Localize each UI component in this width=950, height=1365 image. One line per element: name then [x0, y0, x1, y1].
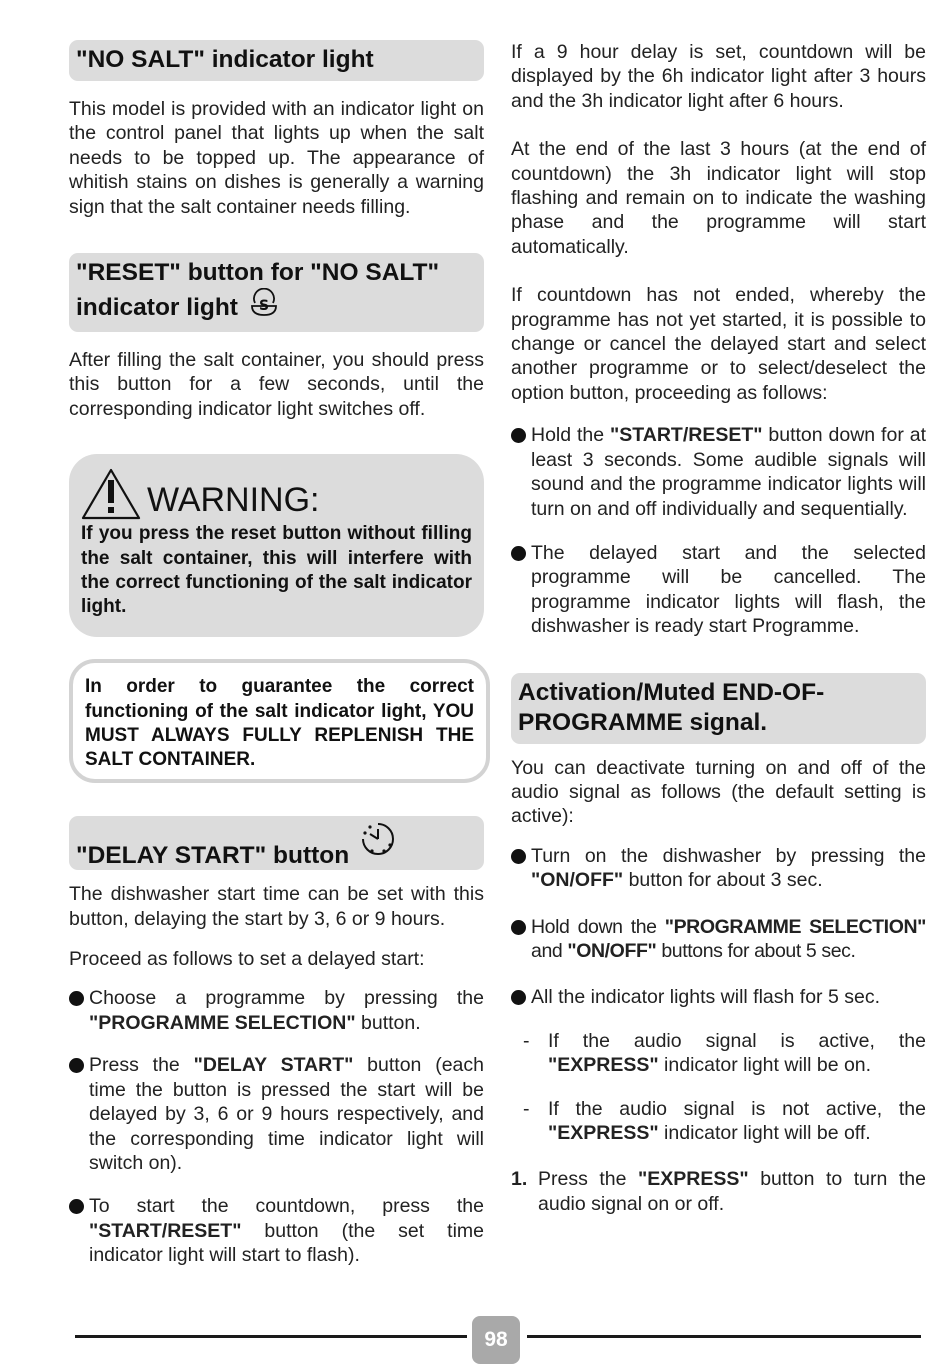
warning-box: [69, 454, 484, 637]
list-item: - If the audio signal is active, the "EXPRESS" indicator light will be on.: [523, 1029, 926, 1077]
list-item: All the indicator lights will flash for 5 sec.: [511, 985, 926, 1009]
list-item: Turn on the dishwasher by pressing the "ON/OFF" button for about 3 sec.: [511, 844, 926, 893]
bullet-dot: [511, 849, 526, 864]
delay-end-text: At the end of the last 3 hours (at the end of countdown) the 3h indicator light will stop flashing and remain on to indicate the washing phase and the programme will start automatically.: [511, 138, 926, 258]
delay-clock-icon: [360, 821, 396, 865]
left-column: [69, 40, 484, 1268]
list-item: Choose a programme by pressing the "PROGRAMME SELECTION" button.: [69, 986, 484, 1035]
no-salt-heading: "NO SALT" indicator light: [69, 40, 484, 81]
bullet-dot: [69, 1199, 84, 1214]
end-signal-heading: Activation/Muted END-OF-PROGRAMME signal.: [511, 673, 926, 744]
reset-text: After filling the salt container, you should press this button for a few seconds, until the corresponding indicator light switches off.: [69, 349, 484, 420]
notice-text-2: YOU MUST ALWAYS FULLY REPLENISH THE SALT CONTAINER.: [85, 700, 475, 771]
delay-change-text: If countdown has not ended, whereby the programme has not yet started, it is possible to change or cancel the delayed start and select another programme or to select/deselect the option button, proceeding as follows:: [511, 284, 926, 404]
no-salt-text: This model is provided with an indicator light on the control panel that lights up when the salt needs to be topped up. The appearance of whitish stains on dishes is generally a warning sign that the salt container needs filling.: [69, 98, 484, 218]
notice-text-1: In order to guarantee the correct functioning of the salt indicator light,: [85, 676, 474, 722]
warning-text: If you press the reset button without filling the salt container, this will interfere with the correct functioning of the salt indicator light.: [81, 523, 472, 618]
delay-countdown-text: If a 9 hour delay is set, countdown will be displayed by the 6h indicator light after 3 hours and the 3h indicator light after 6 hours.: [511, 41, 926, 112]
footer-rule-right: [527, 1335, 921, 1338]
delay-start-proceed: Proceed as follows to set a delayed start:: [69, 948, 425, 971]
salt-reset-icon: [249, 288, 279, 326]
bullet-dot: [511, 990, 526, 1005]
bullet-dot: [69, 991, 84, 1006]
bullet-dot: [511, 428, 526, 443]
list-item: Hold down the "PROGRAMME SELECTION" and "ON/OFF" buttons for about 5 sec.: [511, 915, 926, 964]
end-signal-intro: You can deactivate turning on and off of the audio signal as follows (the default setting is active):: [511, 756, 926, 828]
list-item: Press the "DELAY START" button (each time the button is pressed the start will be delayed by 3, 6 or 9 hours respectively, and the corresponding time indicator light will switch on).: [69, 1053, 484, 1175]
right-column: [511, 40, 926, 1216]
warning-title: WARNING:: [81, 468, 472, 520]
notice-box: [69, 659, 490, 783]
bullet-dot: [69, 1058, 84, 1073]
svg-text:S: S: [258, 298, 269, 315]
reset-heading: "RESET" button for "NO SALT" indicator light S: [69, 253, 484, 332]
list-item: The delayed start and the selected programme will be cancelled. The programme indicator lights will flash, the dishwasher is ready start Programme.: [511, 541, 926, 639]
page-number: 98: [472, 1316, 520, 1364]
bullet-dot: [511, 546, 526, 561]
list-item: To start the countdown, press the "START/RESET" button (the set time indicator light will start to flash).: [69, 1194, 484, 1267]
bullet-dot: [511, 920, 526, 935]
delay-start-intro: The dishwasher start time can be set with this button, delaying the start by 3, 6 or 9 hours.: [69, 883, 484, 930]
warning-triangle-icon: [81, 468, 141, 520]
delay-start-heading: "DELAY START" button: [69, 816, 484, 870]
list-item: 1. Press the "EXPRESS" button to turn the audio signal on or off.: [511, 1168, 926, 1215]
list-item: Hold the "START/RESET" button down for at least 3 seconds. Some audible signals will sound and the programme indicator lights will turn on and off individually and sequentially.: [511, 423, 926, 521]
footer-rule-left: [75, 1335, 467, 1338]
list-item: - If the audio signal is not active, the "EXPRESS" indicator light will be off.: [523, 1097, 926, 1144]
